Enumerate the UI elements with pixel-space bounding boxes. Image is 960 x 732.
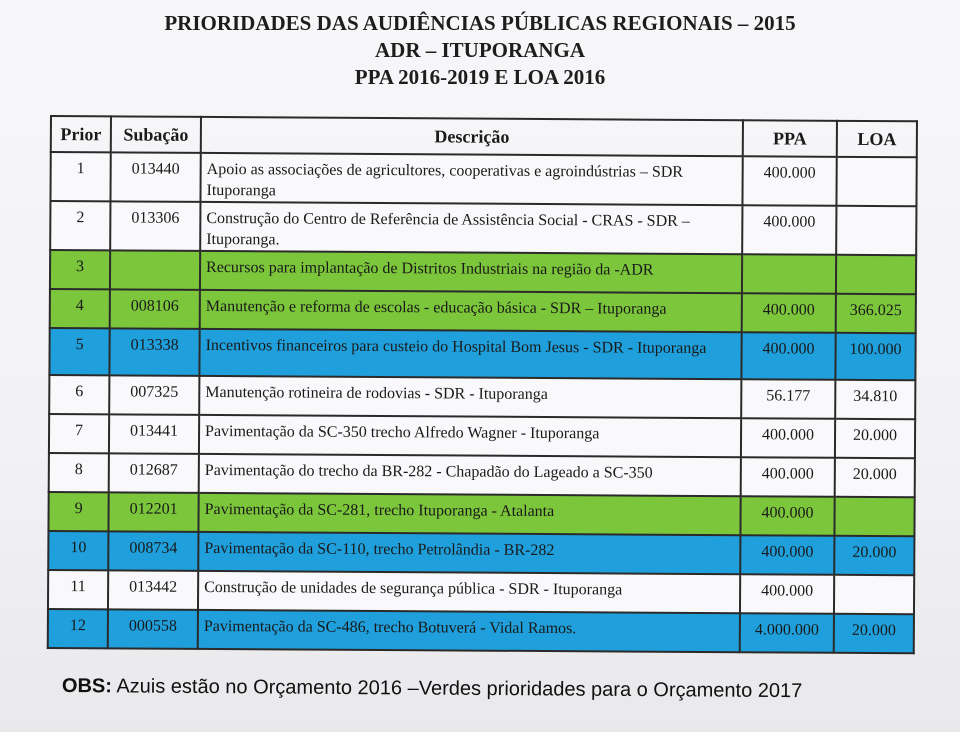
cell-descricao: Pavimentação do trecho da BR-282 - Chapadão do Lageado a SC-350 [199, 454, 741, 496]
cell-loa: 20.000 [835, 458, 915, 497]
footer-label: OBS: [61, 675, 112, 698]
title-line-3: PPA 2016-2019 E LOA 2016 [354, 65, 606, 89]
title-line-1: PRIORIDADES DAS AUDIÊNCIAS PÚBLICAS REGIONAIS – 2015 [164, 11, 796, 35]
cell-descricao: Pavimentação da SC-281, trecho Ituporanga - Atalanta [198, 493, 740, 535]
priorities-table [47, 115, 918, 654]
table-row [50, 201, 916, 255]
cell-subacao: 013440 [110, 152, 200, 202]
cell-ppa: 400.000 [740, 496, 834, 536]
cell-subacao: 013306 [110, 201, 200, 251]
table-row [49, 328, 915, 380]
table-row [50, 152, 916, 206]
cell-loa [836, 255, 916, 294]
cell-loa [834, 575, 914, 614]
cell-loa [834, 497, 914, 536]
footer-note [62, 675, 803, 703]
cell-subacao: 012687 [109, 453, 199, 493]
cell-prior: 10 [48, 531, 108, 570]
cell-ppa: 400.000 [742, 156, 836, 206]
cell-subacao: 008734 [108, 531, 198, 571]
cell-prior: 2 [50, 201, 110, 250]
cell-subacao: 013338 [109, 328, 199, 376]
cell-loa: 20.000 [835, 419, 915, 458]
cell-prior: 6 [49, 375, 109, 414]
cell-subacao: 000558 [108, 609, 198, 649]
cell-subacao: 012201 [108, 492, 198, 532]
cell-descricao: Pavimentação da SC-486, trecho Botuverá - Vidal Ramos. [198, 610, 740, 652]
cell-prior: 1 [50, 152, 110, 201]
cell-subacao: 007325 [109, 375, 199, 415]
cell-ppa: 400.000 [740, 535, 834, 575]
table-body [48, 152, 917, 653]
header-descricao: Descrição [201, 117, 743, 156]
cell-descricao: Construção do Centro de Referência de Assistência Social - CRAS - SDR – Ituporanga. [200, 202, 742, 254]
table-row [48, 531, 914, 575]
header-ppa: PPA [743, 120, 837, 157]
table-row [48, 570, 914, 614]
cell-ppa [742, 254, 836, 294]
footer-text: Azuis estão no Orçamento 2016 –Verdes prioridades para o Orçamento 2017 [111, 675, 803, 703]
cell-loa: 20.000 [834, 536, 914, 575]
cell-subacao: 013441 [109, 414, 199, 454]
cell-subacao: 013442 [108, 570, 198, 610]
cell-prior: 5 [49, 328, 109, 375]
cell-ppa: 56.177 [741, 379, 835, 419]
cell-prior: 12 [48, 609, 108, 648]
document-title [0, 10, 960, 91]
cell-ppa: 4.000.000 [740, 613, 834, 653]
table-row [50, 289, 916, 333]
cell-loa: 34.810 [835, 380, 915, 419]
cell-loa: 100.000 [835, 333, 915, 380]
cell-descricao: Apoio as associações de agricultores, cooperativas e agroindústrias – SDR Ituporanga [200, 153, 742, 205]
cell-descricao: Manutenção rotineira de rodovias - SDR - Ituporanga [199, 376, 741, 418]
cell-loa [836, 206, 916, 255]
table-row [49, 375, 915, 419]
cell-subacao [110, 250, 200, 290]
cell-descricao: Incentivos financeiros para custeio do Hospital Bom Jesus - SDR - Ituporanga [199, 329, 741, 379]
cell-ppa: 400.000 [742, 293, 836, 333]
cell-loa [836, 157, 916, 206]
cell-prior: 7 [49, 414, 109, 453]
cell-ppa: 400.000 [741, 332, 835, 380]
cell-prior: 4 [50, 289, 110, 328]
cell-ppa: 400.000 [742, 205, 836, 255]
cell-ppa: 400.000 [740, 574, 834, 614]
cell-prior: 9 [48, 492, 108, 531]
header-loa: LOA [837, 121, 917, 157]
table-row [50, 250, 916, 294]
cell-loa: 20.000 [834, 614, 914, 653]
cell-subacao: 008106 [110, 289, 200, 329]
table-header-row [51, 116, 917, 157]
header-subacao: Subação [111, 116, 201, 153]
cell-prior: 11 [48, 570, 108, 609]
cell-loa: 366.025 [836, 294, 916, 333]
cell-descricao: Manutenção e reforma de escolas - educação básica - SDR – Ituporanga [200, 290, 742, 332]
table-row [49, 453, 915, 497]
table-row [48, 492, 914, 536]
cell-ppa: 400.000 [741, 457, 835, 497]
header-prior: Prior [51, 116, 111, 152]
cell-prior: 3 [50, 250, 110, 289]
title-line-2: ADR – ITUPORANGA [375, 38, 585, 62]
cell-ppa: 400.000 [741, 418, 835, 458]
cell-prior: 8 [49, 453, 109, 492]
table-row [49, 414, 915, 458]
cell-descricao: Construção de unidades de segurança pública - SDR - Ituporanga [198, 571, 740, 613]
cell-descricao: Pavimentação da SC-350 trecho Alfredo Wagner - Ituporanga [199, 415, 741, 457]
cell-descricao: Pavimentação da SC-110, trecho Petrolândia - BR-282 [198, 532, 740, 574]
cell-descricao: Recursos para implantação de Distritos Industriais na região da -ADR [200, 251, 742, 293]
table-row [48, 609, 914, 653]
